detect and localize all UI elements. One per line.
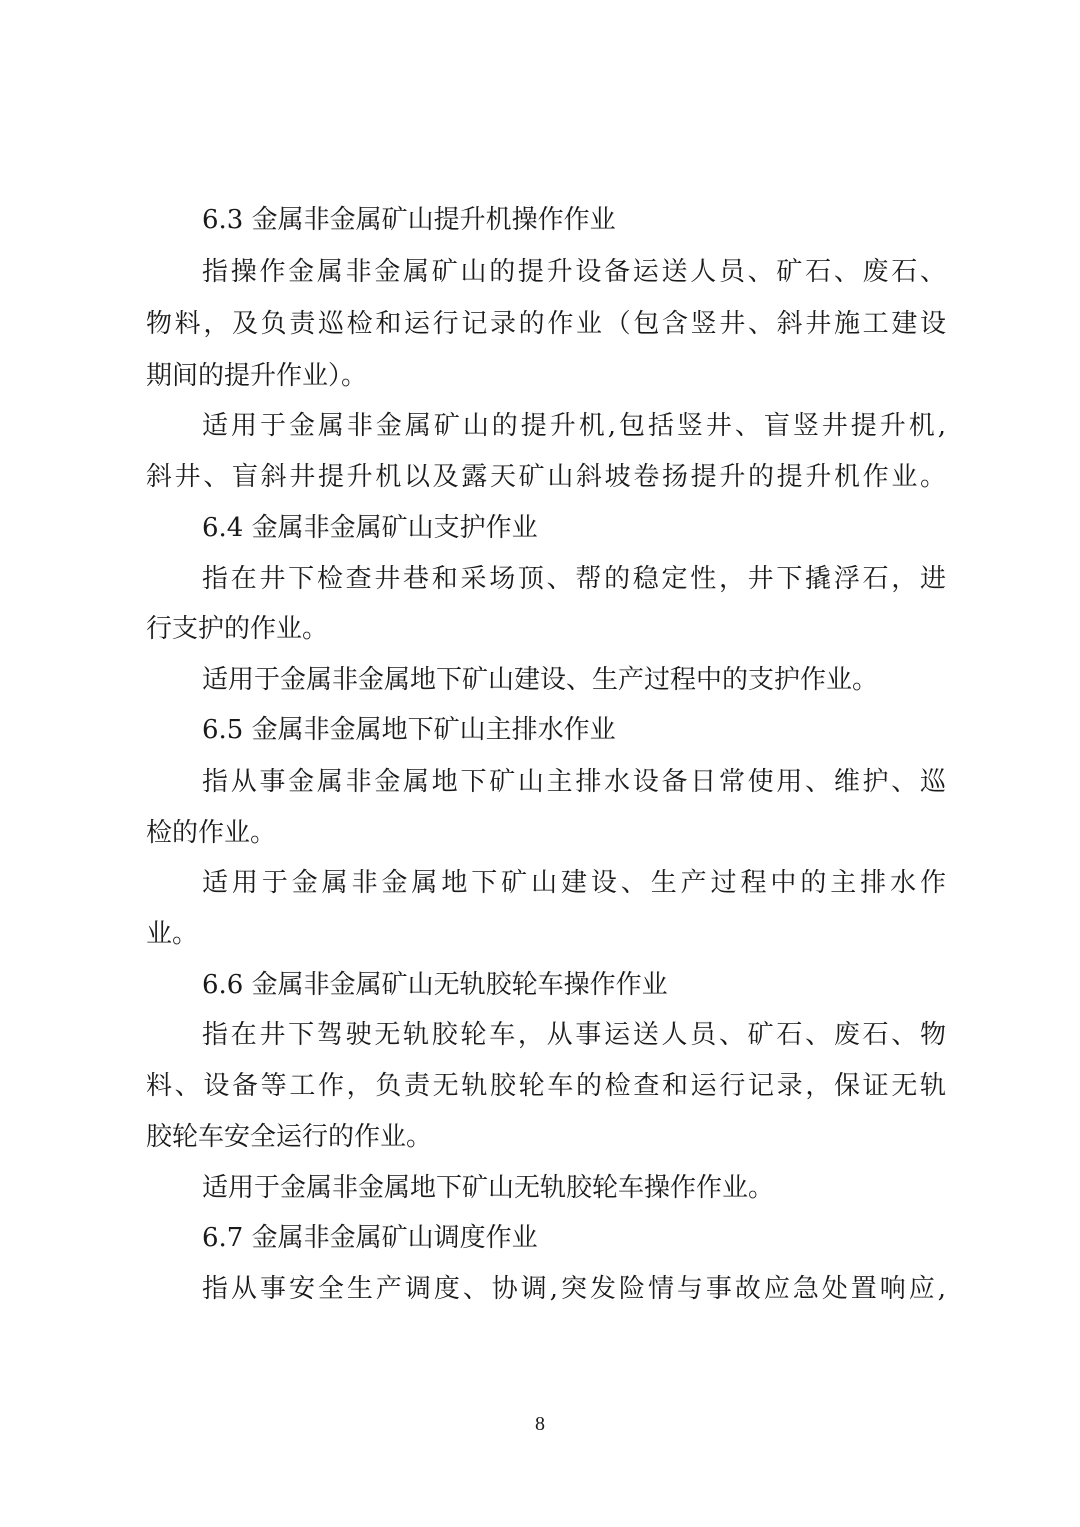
paragraph-line: 料、设备等工作，负责无轨胶轮车的检查和运行记录，保证无轨	[146, 1071, 946, 1101]
paragraph-line: 适用于金属非金属矿山的提升机,包括竖井、盲竖井提升机,	[202, 411, 946, 441]
page-number: 8	[535, 1413, 545, 1435]
paragraph-line: 适用于金属非金属地下矿山建设、生产过程中的支护作业。	[202, 665, 879, 695]
paragraph-line: 胶轮车安全运行的作业。	[146, 1122, 433, 1152]
heading-6-5: 6.5 金属非金属地下矿山主排水作业	[202, 715, 616, 745]
paragraph-line: 适用于金属非金属地下矿山无轨胶轮车操作作业。	[202, 1173, 775, 1203]
paragraph-line: 指在井下检查井巷和采场顶、帮的稳定性，井下撬浮石，进	[202, 564, 946, 594]
paragraph-line: 检的作业。	[146, 818, 277, 848]
paragraph-line: 物料，及负责巡检和运行记录的作业（包含竖井、斜井施工建设	[146, 309, 946, 339]
heading-6-3: 6.3 金属非金属矿山提升机操作作业	[202, 205, 616, 235]
heading-6-4: 6.4 金属非金属矿山支护作业	[202, 513, 538, 543]
paragraph-line: 斜井、盲斜井提升机以及露天矿山斜坡卷扬提升的提升机作业。	[146, 462, 946, 492]
paragraph-line: 指从事安全生产调度、协调,突发险情与事故应急处置响应,	[202, 1274, 946, 1304]
paragraph-line: 业。	[146, 919, 199, 949]
paragraph-line: 指在井下驾驶无轨胶轮车，从事运送人员、矿石、废石、物	[202, 1020, 946, 1050]
heading-6-6: 6.6 金属非金属矿山无轨胶轮车操作作业	[202, 970, 668, 1000]
paragraph-line: 指操作金属非金属矿山的提升设备运送人员、矿石、废石、	[202, 257, 946, 287]
paragraph-line: 适用于金属非金属地下矿山建设、生产过程中的主排水作	[202, 868, 946, 898]
heading-6-7: 6.7 金属非金属矿山调度作业	[202, 1223, 538, 1253]
paragraph-line: 行支护的作业。	[146, 614, 329, 644]
paragraph-line: 指从事金属非金属地下矿山主排水设备日常使用、维护、巡	[202, 767, 946, 797]
paragraph-line: 期间的提升作业）。	[146, 361, 368, 391]
